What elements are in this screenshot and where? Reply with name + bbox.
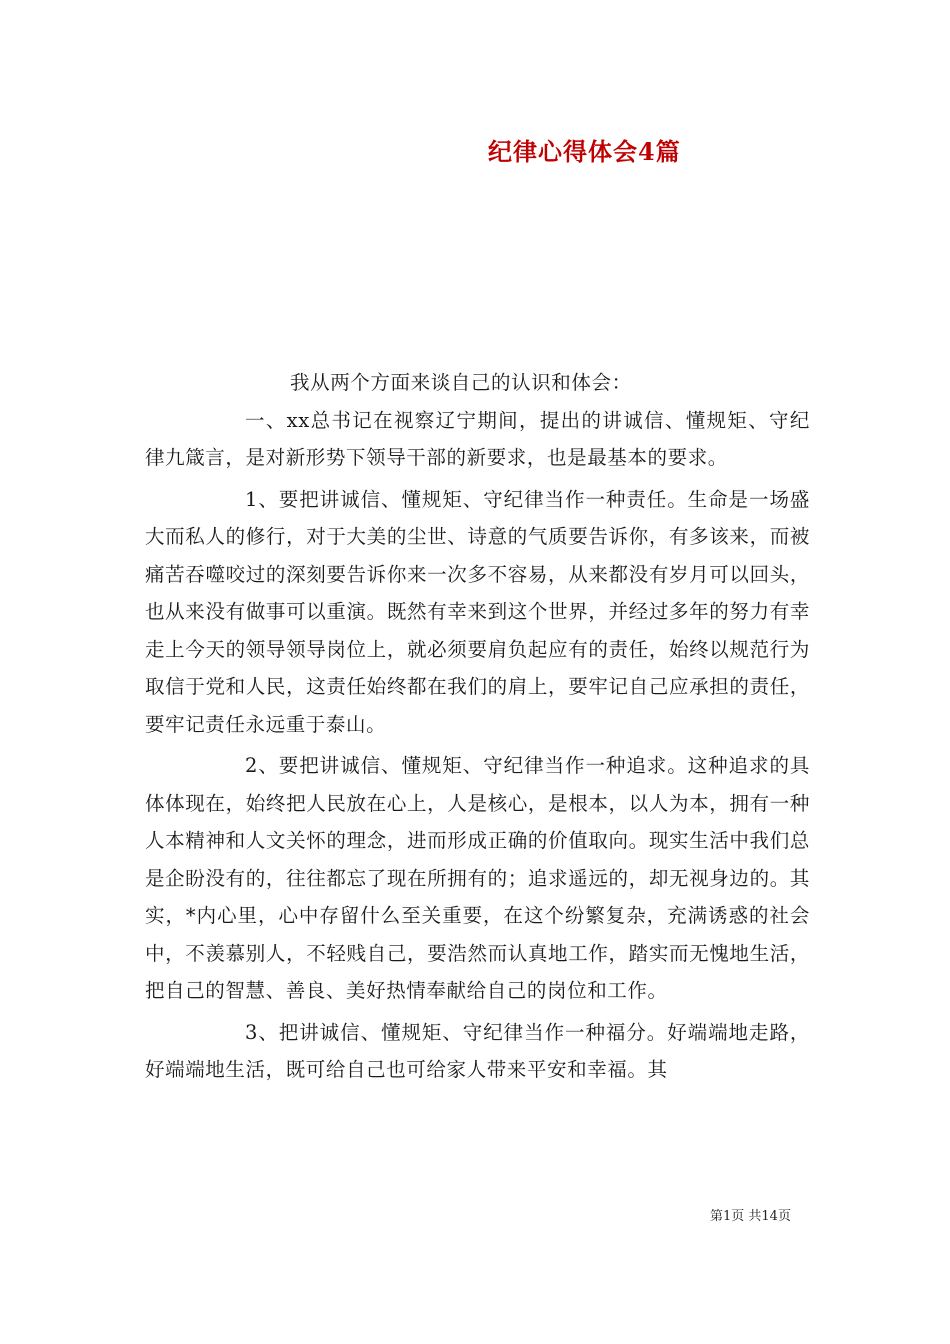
paragraph-point-one: 1、要把讲诚信、懂规矩、守纪律当作一种责任。生命是一场盛大而私人的修行，对于大美的尘世、诗意的气质要告诉你，有多该来，而被痛苦吞噬咬过的深刻要告诉你来一次多不容易，从来都没有岁月可以回头，也从来没有做事可以重演。既然有幸来到这个世界，并经过多年的努力有幸走上今天的领导领导岗位上，就必须要肩负起应有的责任，始终以规范行为取信于党和人民，这责任始终都在我们的肩上，要牢记自己应承担的责任，要牢记责任永远重于泰山。: [145, 487, 810, 736]
page-number-footer: 第1页 共14页: [710, 1209, 791, 1224]
paragraph-section-one: 一、xx总书记在视察辽宁期间，提出的讲诚信、懂规矩、守纪律九箴言，是对新形势下领导干部的新要求，也是最基本的要求。: [145, 408, 810, 469]
document-title: 纪律心得体会4篇: [488, 137, 681, 166]
paragraph-point-two: 2、要把讲诚信、懂规矩、守纪律当作一种追求。这种追求的具体体现在，始终把人民放在心上，人是核心，是根本，以人为本，拥有一种人本精神和人文关怀的理念，进而形成正确的价值取向。现实生活中我们总是企盼没有的，往往都忘了现在所拥有的；追求遥远的，却无视身边的。其实，*内心里，心中存留什么至关重要，在这个纷繁复杂，充满诱惑的社会中，不羡慕别人，不轻贱自己，要浩然而认真地工作，踏实而无愧地生活，把自己的智慧、善良、美好热情奉献给自己的岗位和工作。: [145, 754, 810, 1002]
paragraph-intro: 我从两个方面来谈自己的认识和体会：: [290, 371, 632, 394]
paragraph-point-three: 3、把讲诚信、懂规矩、守纪律当作一种福分。好端端地走路，好端端地生活，既可给自己也可给家人带来平安和幸福。其: [145, 1020, 810, 1081]
document-body: [145, 364, 810, 1089]
